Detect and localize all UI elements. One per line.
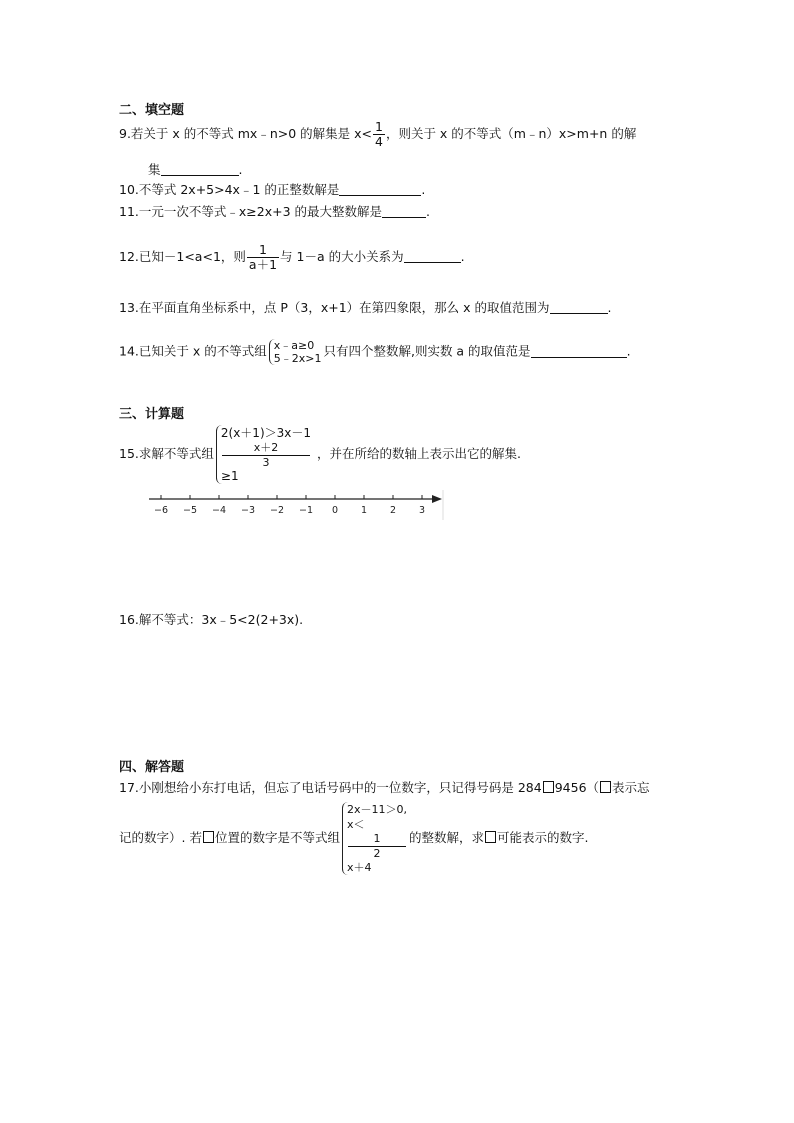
q15-frac-den: 3	[222, 455, 310, 470]
number-line-tick-label: −2	[269, 505, 285, 516]
q17-text-b: 9456（	[554, 780, 600, 795]
q17-text-a: 17.小刚想给小东打电话，但忘了电话号码中的一位数字，只记得号码是 284	[119, 780, 542, 795]
question-16: 16.解不等式：3x﹣5<2(2+3x).	[119, 612, 304, 627]
question-17-line1	[119, 778, 650, 796]
q11-text: 11.一元一次不等式﹣x≥2x+3 的最大整数解是	[119, 204, 383, 219]
q9-frac-num: 1	[375, 119, 383, 134]
q12-end: .	[460, 249, 465, 264]
number-line-tick-label: −1	[298, 505, 314, 516]
question-13	[119, 298, 612, 316]
question-17-line2	[119, 802, 588, 875]
q10-end: .	[421, 182, 426, 197]
q17-inequality-2	[347, 818, 407, 875]
question-15	[119, 425, 521, 484]
missing-digit-box-icon	[600, 781, 611, 793]
q17-inequality-system	[342, 802, 407, 875]
q14-inequality-2: 5﹣2x>1	[273, 352, 322, 365]
number-line-tick-label: 2	[389, 505, 397, 516]
q17-text-e: 位置的数字是不等式组	[214, 830, 340, 845]
answer-blank-11[interactable]	[382, 204, 426, 218]
q15-frac-num: x＋2	[253, 441, 279, 454]
q17-inequality-1: 2x－11＞0,	[346, 803, 407, 816]
answer-blank-12[interactable]	[404, 249, 461, 263]
number-line-tick-label: 0	[331, 505, 339, 516]
q9-frac-den: 4	[375, 134, 383, 149]
q12-text-b: 与 1－a 的大小关系为	[280, 249, 404, 264]
q17-text-c: 表示忘	[612, 780, 650, 795]
q9-text-c: 集	[148, 162, 161, 177]
q12-frac-den: a＋1	[248, 257, 278, 272]
question-10	[119, 180, 425, 198]
number-line-tick-label: −4	[211, 505, 227, 516]
q13-text: 13.在平面直角坐标系中，点 P（3，x+1）在第四象限，那么 x 的取值范围为	[119, 300, 550, 315]
answer-blank-9[interactable]	[161, 162, 239, 176]
q17-frac-num: 1	[373, 832, 381, 845]
section-title-fill-in: 二、填空题	[119, 103, 185, 118]
number-line-tick-label: 3	[418, 505, 426, 516]
q12-fraction	[247, 243, 279, 272]
question-9-line1	[119, 120, 636, 149]
q15-rel: ≥1	[220, 469, 239, 483]
section-title-answers: 四、解答题	[119, 760, 185, 775]
q15-text-a: 15.求解不等式组	[119, 446, 214, 461]
q17-text-f: 的整数解，求	[408, 830, 484, 845]
answer-blank-14[interactable]	[531, 344, 627, 358]
missing-digit-box-icon	[203, 831, 214, 843]
q17-text-g: 可能表示的数字.	[497, 830, 589, 845]
q9-text-a: 9.若关于 x 的不等式 mx﹣n>0 的解集是 x<	[119, 126, 372, 141]
q14-inequality-1: x﹣a≥0	[273, 339, 315, 352]
number-line-ticks	[154, 495, 425, 516]
number-line-tick-label: 1	[360, 505, 368, 516]
q10-text: 10.不等式 2x+5>4x﹣1 的正整数解是	[119, 182, 340, 197]
q12-text-a: 12.已知－1<a<1，则	[119, 249, 246, 264]
q17-ineq2-post: x＋4	[346, 861, 372, 874]
question-14	[119, 339, 631, 365]
answer-blank-13[interactable]	[550, 300, 608, 314]
q15-inequality-1: 2(x＋1)＞3x－1	[220, 426, 311, 440]
q17-text-d: 记的数字）. 若	[119, 830, 202, 845]
answer-blank-10[interactable]	[339, 182, 421, 196]
section-title-calculation: 三、计算题	[119, 407, 185, 422]
question-11	[119, 202, 430, 220]
q12-frac-num: 1	[258, 242, 267, 257]
missing-digit-box-icon	[485, 831, 496, 843]
number-line-tick-label: −5	[182, 505, 198, 516]
number-line-tick-label: −6	[153, 505, 169, 516]
q9-text-b: ，则关于 x 的不等式（m﹣n）x>m+n 的解	[385, 126, 637, 141]
question-12	[119, 243, 465, 272]
q15-inequality-system	[216, 425, 315, 484]
q14-end: .	[626, 343, 631, 359]
q17-ineq2-pre: x＜	[346, 818, 365, 831]
q14-text-b: 只有四个整数解,则实数 a 的取值范是	[323, 343, 531, 359]
q14-inequality-system	[269, 339, 322, 365]
q9-fraction	[373, 120, 385, 149]
q15-text-b: ，并在所给的数轴上表示出它的解集.	[317, 446, 521, 461]
q13-end: .	[607, 300, 612, 315]
number-line-tick-label: −3	[240, 505, 256, 516]
q17-frac-den: 2	[348, 846, 406, 861]
number-line[interactable]	[145, 489, 445, 521]
missing-digit-box-icon	[543, 781, 554, 793]
q15-inequality-2	[221, 441, 311, 484]
question-9-line2	[148, 160, 243, 178]
q11-end: .	[426, 204, 430, 219]
q14-text-a: 14.已知关于 x 的不等式组	[119, 343, 267, 359]
q9-end: .	[238, 162, 243, 177]
number-line-arrow-icon	[432, 495, 442, 503]
